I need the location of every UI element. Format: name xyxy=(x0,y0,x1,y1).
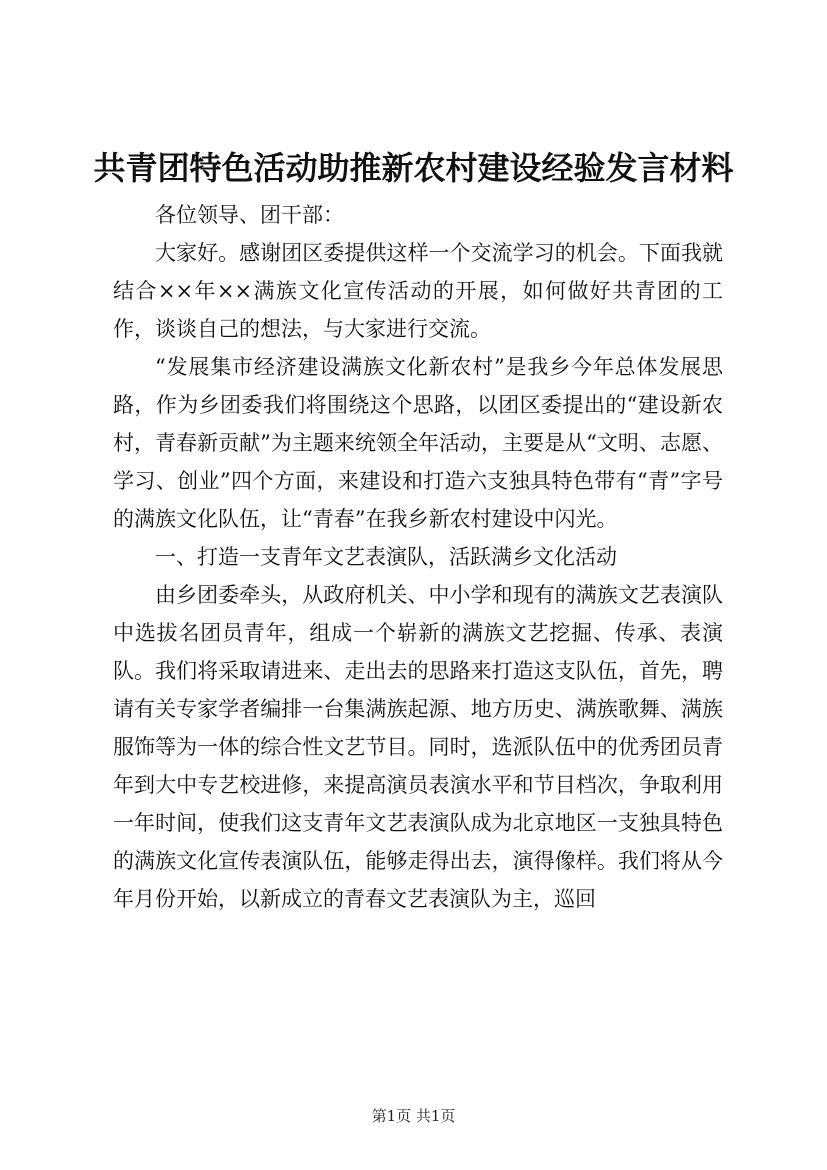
document-title: 共青团特色活动助推新农村建设经验发言材料 xyxy=(93,149,734,187)
document-body xyxy=(113,196,723,918)
body-paragraph: 大家好。感谢团区委提供这样一个交流学习的机会。下面我就结合××年××满族文化宣传活动的开展，如何做好共青团的工作，谈谈自己的想法，与大家进行交流。 xyxy=(113,241,723,341)
page-number-footer: 第1页 共1页 xyxy=(371,1107,456,1125)
section-heading: 一、打造一支青年文艺表演队，活跃满乡文化活动 xyxy=(155,545,617,569)
greeting-paragraph: 各位领导、团干部： xyxy=(155,203,344,227)
body-paragraph: “发展集市经济建设满族文化新农村”是我乡今年总体发展思路，作为乡团委我们将围绕这个思路，以团区委提出的“建设新农村，青春新贡献”为主题来统领全年活动，主要是从“文明、志愿、学习、创业”四个方面，来建设和打造六支独具特色带有“青”字号的满族文化队伍，让“青春”在我乡新农村建设中闪光。 xyxy=(113,355,723,531)
body-paragraph: 由乡团委牵头，从政府机关、中小学和现有的满族文艺表演队中选拔名团员青年，组成一个崭新的满族文艺挖掘、传承、表演队。我们将采取请进来、走出去的思路来打造这支队伍，首先，聘请有关专家学者编排一台集满族起源、地方历史、满族歌舞、满族服饰等为一体的综合性文艺节目。同时，选派队伍中的优秀团员青年到大中专艺校进修，来提高演员表演水平和节目档次，争取利用一年时间，使我们这支青年文艺表演队成为北京地区一支独具特色的满族文化宣传表演队伍，能够走得出去，演得像样。我们将从今年月份开始，以新成立的青春文艺表演队为主，巡回 xyxy=(113,583,723,911)
